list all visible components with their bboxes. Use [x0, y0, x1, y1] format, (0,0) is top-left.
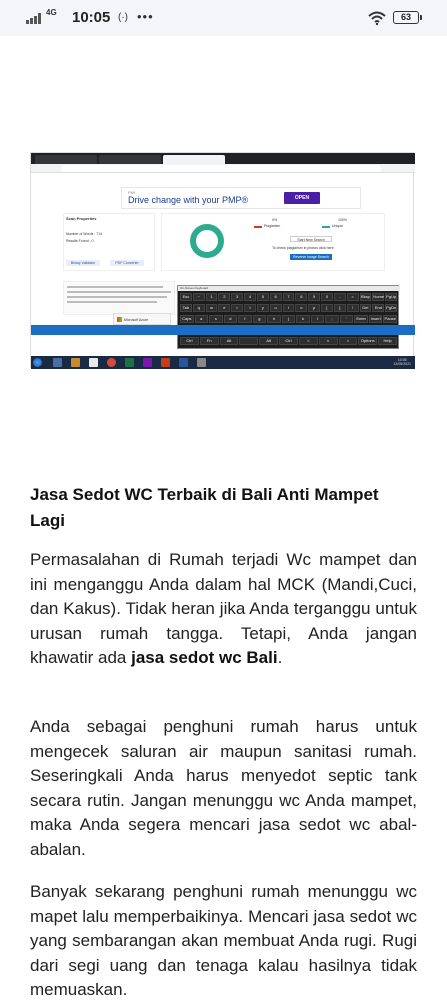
keyboard-key: 2 — [218, 293, 230, 301]
keyboard-key: p — [308, 304, 320, 312]
keyboard-key: Enter — [356, 316, 366, 321]
keyboard-key: j — [282, 315, 296, 323]
keyboard-key: PgUp — [386, 294, 397, 299]
keyboard-key — [239, 337, 258, 345]
keyboard-key: Alt — [220, 337, 239, 345]
keyboard-key: s — [209, 315, 223, 323]
keyboard-key: g — [253, 315, 267, 323]
scan-properties-title: Scan Properties — [66, 216, 97, 221]
keyboard-key: 3 — [231, 293, 243, 301]
check-photos-text: To check plagiarism in photos click here — [272, 246, 334, 250]
binary-validator-button: Binary Validator — [66, 260, 100, 266]
browser-tab — [99, 155, 161, 164]
keyboard-key: Caps — [180, 315, 194, 323]
keyboard-key: Ctrl — [180, 337, 199, 345]
unique-label: Unique — [332, 224, 344, 228]
keyboard-key: ' — [340, 315, 354, 323]
keyboard-key: 7 — [283, 293, 295, 301]
chrome-icon — [107, 358, 116, 367]
keyboard-key: f — [238, 315, 252, 323]
azure-notification: Microsoft Azure — [113, 313, 171, 325]
clock: 10:05 — [72, 9, 111, 26]
article-text-thumbnail — [63, 281, 175, 315]
powerpoint-icon — [161, 358, 170, 367]
word-icon — [179, 358, 188, 367]
keyboard-key: ] — [334, 304, 346, 312]
taskbar-clock — [393, 358, 411, 366]
taskbar-time: 10:05 — [397, 358, 407, 362]
keyboard-key: w — [206, 304, 218, 312]
windows-start-icon — [33, 358, 42, 367]
more-dots-icon: ••• — [137, 9, 154, 24]
url-field — [61, 165, 381, 172]
keyboard-key: Options — [358, 337, 377, 345]
results-panel — [161, 213, 385, 271]
start-new-search-button: Start New Search — [290, 236, 332, 242]
browser-address-bar — [31, 164, 415, 173]
keyboard-key: Insert — [370, 316, 381, 321]
network-type: 4G — [46, 8, 57, 17]
vibrate-icon: (·) — [118, 12, 128, 23]
keyboard-key: 8 — [295, 293, 307, 301]
browser-tab-active — [163, 155, 225, 164]
keyboard-key: PgDn — [386, 305, 397, 310]
results-found: Results Found : 0 — [66, 239, 94, 243]
percent-right: 100% — [338, 218, 347, 222]
excel-icon — [125, 358, 134, 367]
reverse-image-search-button: Reverse Image Search — [290, 254, 332, 260]
keyboard-key: Del — [360, 304, 372, 312]
keyboard-key: a — [195, 315, 209, 323]
keyboard-key: q — [193, 304, 205, 312]
keyboard-key: Alt — [259, 337, 278, 345]
taskbar-date: 12/05/2021 — [393, 362, 411, 366]
page-footer-strip — [31, 325, 415, 335]
keyboard-key: < — [299, 337, 318, 345]
media-icon — [89, 358, 98, 367]
keyboard-key: e — [218, 304, 230, 312]
keyboard-key: d — [224, 315, 238, 323]
keyboard-key: 1 — [206, 293, 218, 301]
keyboard-key: 5 — [257, 293, 269, 301]
keyboard-key: \ — [347, 304, 359, 312]
unique-ring-chart — [190, 224, 224, 258]
on-screen-keyboard — [177, 285, 399, 349]
keyboard-key: ~ — [193, 293, 205, 301]
keyboard-key: Fn — [200, 337, 219, 345]
keyword-link: jasa sedot wc Bali — [131, 648, 278, 667]
keyboard-key: y — [257, 304, 269, 312]
keyboard-key: 6 — [270, 293, 282, 301]
folder-icon — [71, 358, 80, 367]
windows-taskbar — [31, 356, 415, 369]
keyboard-key: i — [283, 304, 295, 312]
ad-label: PMI — [128, 190, 136, 195]
explorer-icon — [53, 358, 62, 367]
article-paragraph: Banyak sekarang penghuni rumah menunggu wc mapet lalu memperbaikinya. Mencari jasa sedot wc yang sembarangan akan membuat Anda rugi. Rugi dari segi uang dan tenaga kalau hasilnya tidak memuaskan. — [30, 882, 417, 999]
keyboard-key: ; — [325, 315, 339, 323]
keyboard-key: 0 — [321, 293, 333, 301]
keyboard-key: u — [270, 304, 282, 312]
keyboard-key: Tab — [180, 304, 192, 312]
battery-icon: 63 — [393, 11, 419, 24]
unique-legend-bar — [322, 226, 330, 228]
ad-open-button: OPEN — [284, 192, 320, 204]
keyboard-key: v — [319, 337, 338, 345]
keyboard-key: > — [339, 337, 358, 345]
keyboard-key: Home — [373, 294, 385, 299]
keyboard-key: Bksp — [360, 294, 370, 299]
keyboard-key: Ctrl — [279, 337, 298, 345]
article-paragraph: Anda sebagai penghuni rumah harus untuk mengecek saluran air maupun sanitasi rumah. Seseringkali Anda harus menyedot septic tank secara rutin. Jangan menunggu wc Anda mampet, maka Anda segera mencari jasa sedot wc abal-abalan. — [30, 717, 417, 859]
paragraph-text: Permasalahan di Rumah terjadi Wc mampet dan ini menganggu Anda dalam hal MCK (Mandi,Cuci, dan Kakus). Tidak heran jika Anda terganggu untuk urusan rumah tangga. Tetapi, Anda jangan khawatir ada — [30, 550, 417, 667]
keyboard-key: k — [296, 315, 310, 323]
signal-icon — [26, 12, 44, 24]
keyboard-key: 9 — [308, 293, 320, 301]
keyboard-key: o — [295, 304, 307, 312]
keyboard-title: On-Screen Keyboard — [178, 286, 400, 291]
scan-properties-panel — [63, 213, 155, 271]
keyboard-key: Help — [378, 337, 397, 345]
browser-tab — [35, 155, 97, 164]
article-headline: Jasa Sedot WC Terbaik di Bali Anti Mampet Lagi — [30, 485, 379, 530]
ad-text: Drive change with your PMP® — [128, 195, 249, 205]
plagiarism-label: Plagiarism — [264, 224, 281, 228]
percent-left: 0% — [272, 218, 278, 222]
keyboard-key: l — [311, 315, 325, 323]
plagiarism-legend-bar — [254, 226, 262, 228]
keyboard-key: t — [244, 304, 256, 312]
keyboard-key: = — [347, 293, 359, 301]
article-screenshot-image — [30, 152, 414, 368]
browser-tab-bar — [31, 153, 415, 164]
status-bar — [0, 0, 447, 36]
app-icon — [197, 358, 206, 367]
keyboard-key: Esc — [180, 293, 192, 301]
keyboard-key: 4 — [244, 293, 256, 301]
keyboard-key: [ — [321, 304, 333, 312]
wifi-icon — [368, 11, 386, 25]
onenote-icon — [143, 358, 152, 367]
keyboard-key: - — [334, 293, 346, 301]
paragraph-end: . — [277, 648, 283, 667]
pdf-converter-button: PDF Converter — [110, 260, 144, 266]
article-paragraph — [30, 548, 417, 671]
keyboard-key: Pause — [384, 316, 396, 321]
keyboard-key: r — [231, 304, 243, 312]
keyboard-key: h — [267, 315, 281, 323]
word-count: Number of Words : 714 — [66, 232, 103, 236]
ad-banner — [121, 187, 361, 209]
keyboard-key: End — [372, 304, 384, 312]
